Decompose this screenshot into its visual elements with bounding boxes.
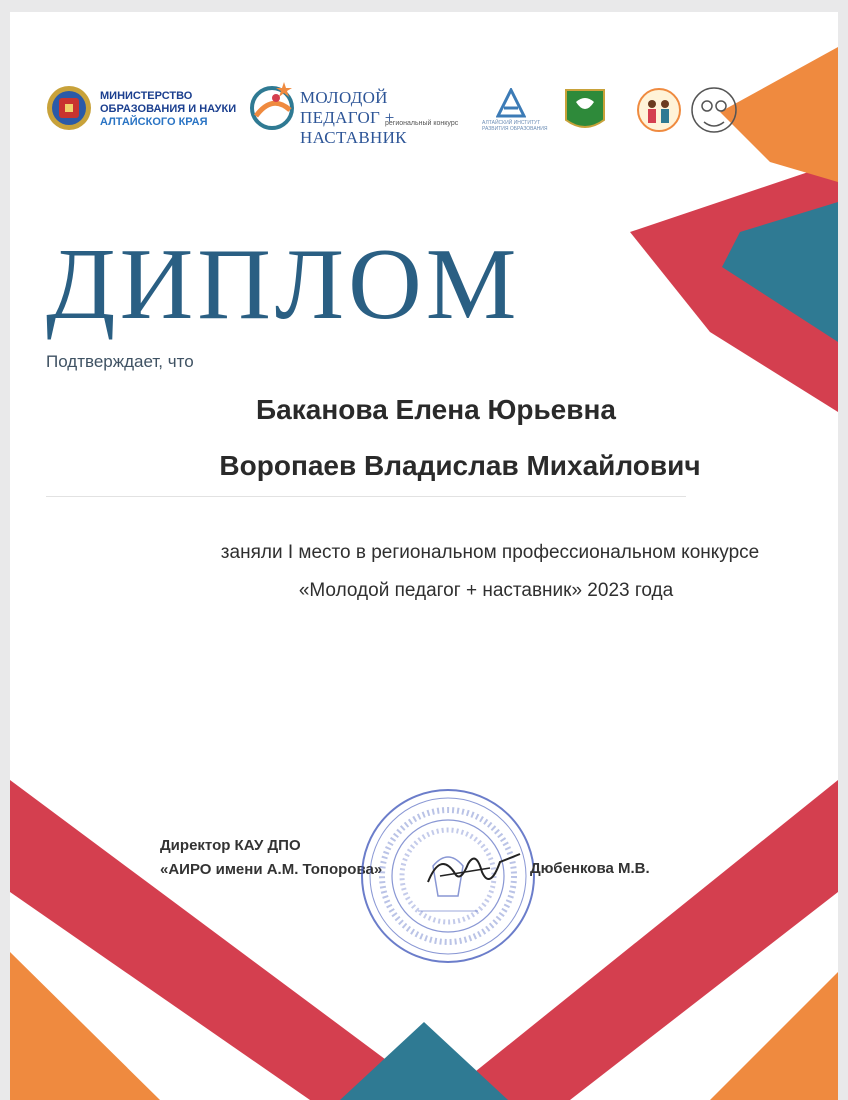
diploma-sheet (10, 12, 838, 1100)
award-line-2: «Молодой педагог + наставник» 2023 года (298, 580, 674, 601)
contest-line2: НАСТАВНИК (300, 128, 407, 147)
logos-row (10, 12, 838, 152)
diploma-title: ДИПЛОМ (46, 228, 521, 341)
ministry-line2: ОБРАЗОВАНИЯ И НАУКИ (100, 103, 237, 115)
contest-sub: региональный конкурс (385, 120, 459, 127)
family-logo-icon (636, 86, 682, 134)
ministry-line1: МИНИСТЕРСТВО (100, 90, 193, 102)
owl-logo-icon (690, 84, 738, 136)
director-position-line1: Директор КАУ ДПО (160, 837, 301, 854)
institute-caption: АЛТАЙСКИЙ ИНСТИТУТ РАЗВИТИЯ ОБРАЗОВАНИЯ (482, 120, 548, 132)
contest-line1: МОЛОДОЙ ПЕДАГОГ + (300, 88, 395, 127)
contest-logo-icon (248, 80, 298, 132)
institute-logo-icon (496, 88, 526, 118)
ministry-logo-text (100, 90, 250, 129)
signer-name: Дюбенкова М.В. (530, 860, 650, 877)
signature-mark (420, 842, 530, 902)
awardee-name-2: Воропаев Владислав Михайлович (219, 450, 701, 481)
confirm-text: Подтверждает, что (46, 352, 194, 371)
director-position (160, 834, 382, 882)
aspu-logo-icon (562, 86, 608, 134)
ministry-line3: АЛТАЙСКОГО КРАЯ (100, 116, 208, 128)
awardee-name-1: Баканова Елена Юрьевна (256, 394, 616, 425)
altai-coat-of-arms-icon (46, 84, 92, 132)
divider (46, 496, 686, 497)
contest-logo-text (300, 88, 470, 148)
director-position-line2: «АИРО имени А.М. Топорова» (160, 861, 383, 878)
award-line-1: заняли I место в региональном профессиональном конкурсе (220, 542, 760, 563)
